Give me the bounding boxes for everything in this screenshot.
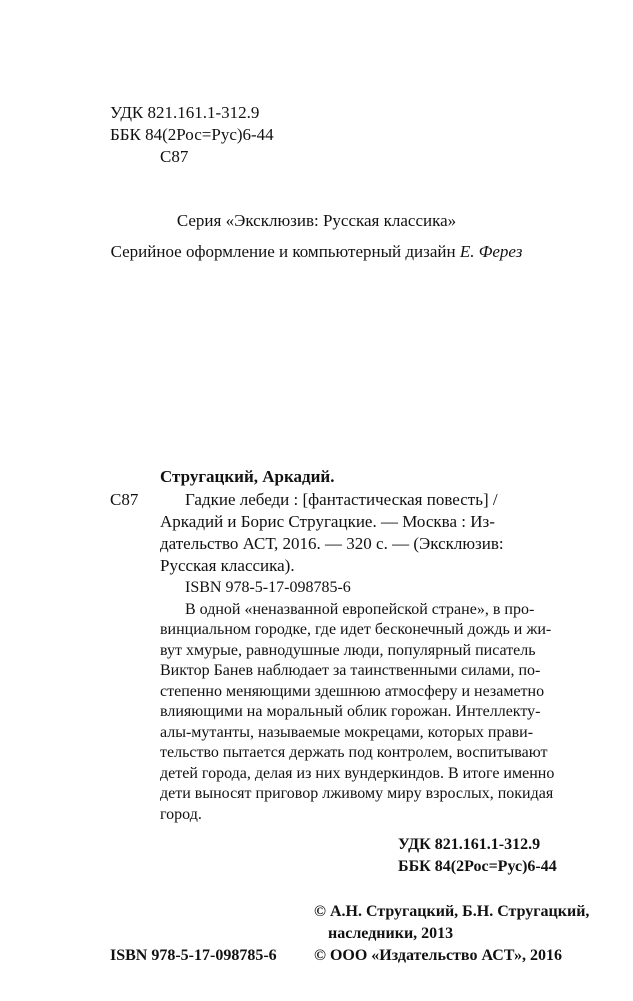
annotation-line: детей города, делая из них вундеркиндов. В итоге именно (160, 765, 555, 782)
annotation-line: город. (160, 806, 202, 823)
copyright-line: © А.Н. Стругацкий, Б.Н. Стругацкий, (314, 903, 590, 920)
annotation-line: влияющими на моральный облик горожан. Интеллекту- (160, 703, 541, 720)
annotation-line: алы-мутанты, называемые мокрецами, которых прави- (160, 724, 534, 741)
catalog-desc-line: Русская классика). (160, 556, 295, 575)
series-label: Серия «Эксклюзив: Русская классика» (176, 211, 457, 230)
annotation-line: вут хмурые, равнодушные люди, популярный писатель (160, 642, 536, 659)
annotation-line: винциальном городке, где идет бесконечный дождь и жи- (160, 621, 552, 638)
copyright-line: © ООО «Издательство АСТ», 2016 (314, 947, 563, 964)
catalog-desc-line: Аркадий и Борис Стругацкие. — Москва : Из- (160, 512, 495, 531)
udk-code: УДК 821.161.1-312.9 (110, 103, 260, 122)
series-design-credit (0, 242, 633, 262)
catalog-isbn: ISBN 978-5-17-098785-6 (185, 579, 351, 596)
annotation-line: дети выносят приговор лживому миру взрослых, покидая (160, 785, 554, 802)
author-sign: С87 (160, 147, 189, 166)
design-credit-prefix: Серийное оформление и компьютерный дизайн (110, 242, 460, 261)
design-credit-author: Е. Ферез (459, 242, 523, 261)
bbk-code: ББК 84(2Рос=Рус)6-44 (110, 125, 274, 144)
footer-isbn: ISBN 978-5-17-098785-6 (110, 947, 277, 964)
catalog-code: С87 (110, 490, 139, 509)
catalog-author: Стругацкий, Аркадий. (160, 467, 335, 486)
annotation-line: Виктор Банев наблюдает за таинственными силами, по- (160, 662, 541, 679)
footer-bbk: ББК 84(2Рос=Рус)6-44 (398, 858, 557, 875)
copyright-line: наследники, 2013 (328, 925, 454, 942)
catalog-desc-line: Гадкие лебеди : [фантастическая повесть] / (185, 490, 498, 509)
annotation-line: В одной «неназванной европейской стране», в про- (185, 601, 535, 618)
catalog-desc-line: дательство АСТ, 2016. — 320 с. — (Эксклюзив: (160, 534, 504, 553)
footer-udk: УДК 821.161.1-312.9 (398, 836, 541, 853)
annotation-line: степенно меняющими здешнюю атмосферу и незаметно (160, 683, 545, 700)
annotation-line: тельство пытается держать под контролем, воспитывают (160, 744, 548, 761)
